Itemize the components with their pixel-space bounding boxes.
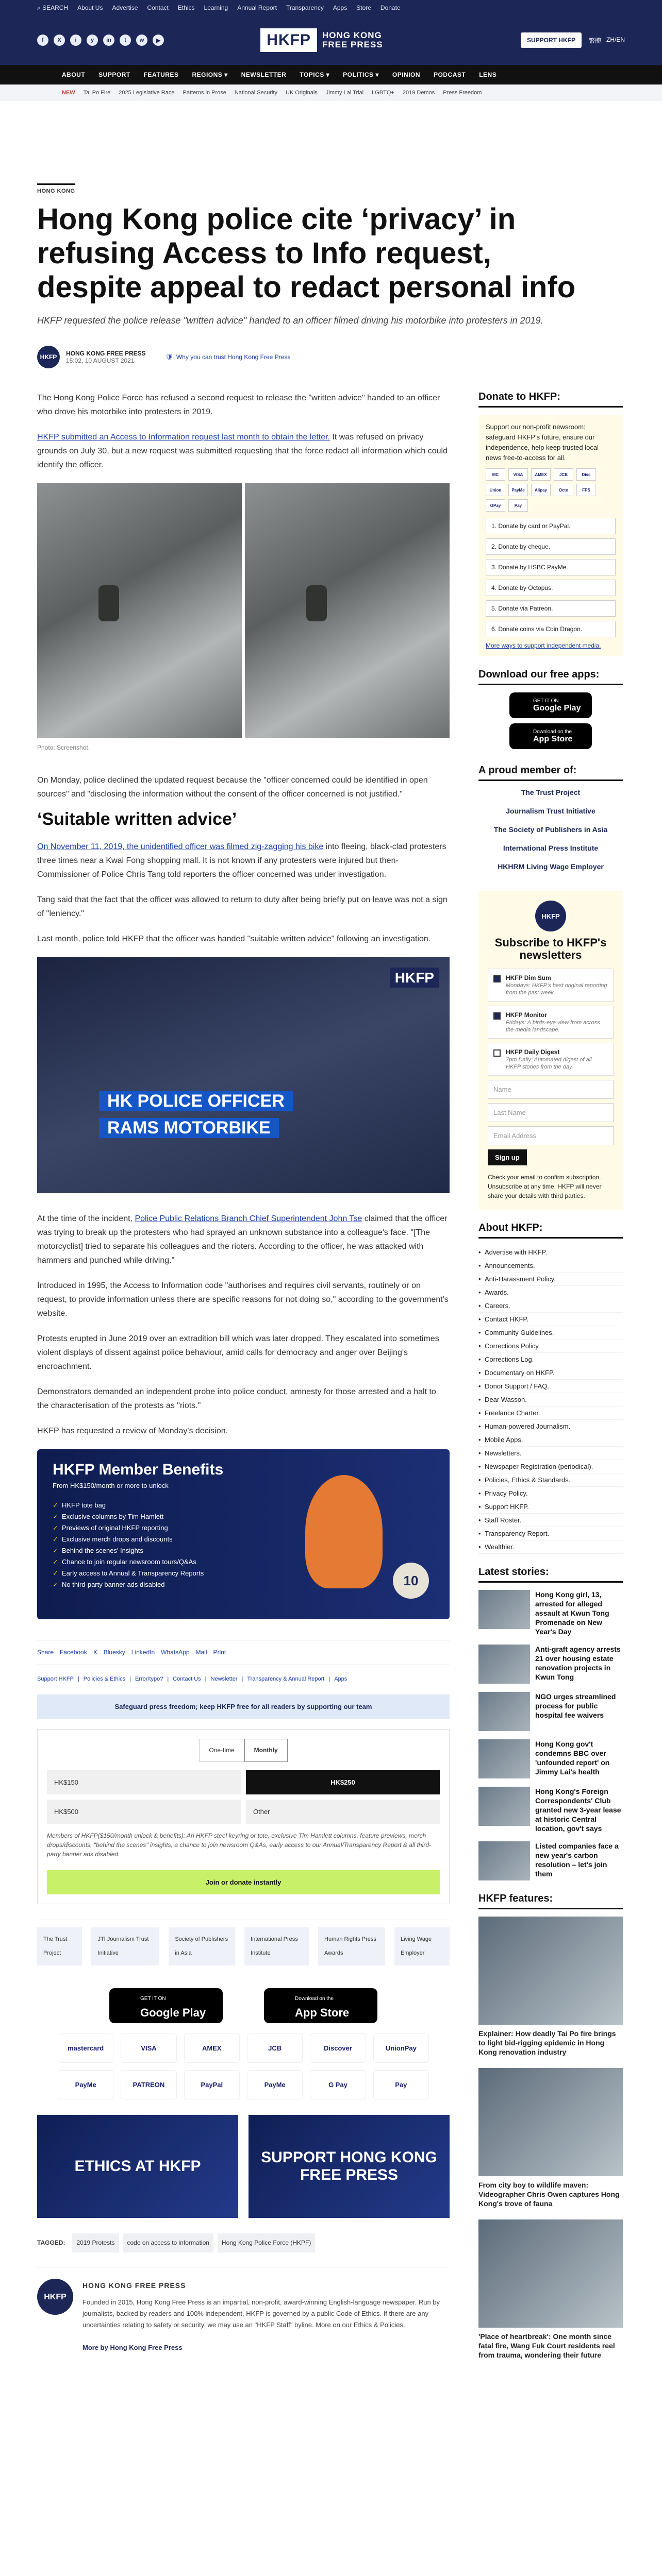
- lang-switch-link[interactable]: ZH/EN: [606, 36, 625, 43]
- story-link[interactable]: Anti-graft agency arrests 21 over housing estate renovation projects in Kwun Tong: [535, 1645, 621, 1681]
- paragraph: HKFP submitted an Access to Information request last month to obtain the letter. It was refused on privacy grounds on July 30, but a new request was submitted requesting that the force redact all information which could identify the officer.: [37, 433, 448, 469]
- inline-link[interactable]: HKFP submitted an Access to Information request last month to obtain the letter.: [37, 433, 330, 442]
- app-store-button[interactable]: Download on the App Store: [509, 723, 592, 749]
- paragraph: Demonstrators demanded an independent probe into police conduct, amnesty for those arrested and a halt to the characterisation of the protests as "riots.": [37, 1387, 436, 1410]
- latest-story: [478, 1692, 623, 1731]
- share-bluesky-button[interactable]: Bluesky: [103, 1649, 125, 1656]
- trending-link[interactable]: Patterns in Prose: [183, 90, 226, 96]
- latest-story: [478, 1841, 623, 1880]
- nav-item-about[interactable]: ABOUT: [62, 71, 86, 78]
- donate-option[interactable]: 6. Donate coins via Coin Dragon.: [486, 621, 616, 637]
- telegram-icon[interactable]: t: [120, 35, 131, 46]
- google-pay-icon: G Pay: [310, 2070, 366, 2099]
- patreon-icon: PATREON: [121, 2070, 176, 2099]
- topbar-link[interactable]: Contact: [147, 4, 169, 11]
- footer-link[interactable]: Apps: [334, 1676, 347, 1682]
- nav-item-podcast[interactable]: PODCAST: [434, 71, 466, 78]
- article-photo: [37, 483, 450, 738]
- trending-link[interactable]: 2025 Legislative Race: [119, 90, 175, 96]
- octopus-icon: Octo: [554, 484, 573, 496]
- donate-option[interactable]: 1. Donate by card or PayPal.: [486, 518, 616, 534]
- nav-item-lens[interactable]: LENS: [479, 71, 497, 78]
- newsletter-option[interactable]: HKFP Monitor Fridays: A birds-eye view from across the media landscape.: [488, 1006, 614, 1039]
- photo-left: [37, 483, 242, 738]
- sidebar-heading: HKFP features:: [478, 1893, 623, 1909]
- member-sopa[interactable]: The Society of Publishers in Asia: [493, 825, 608, 834]
- sidebar-heading: A proud member of:: [478, 765, 623, 781]
- checkbox[interactable]: [493, 1049, 501, 1057]
- inline-link[interactable]: Police Public Relations Branch Chief Superintendent John Tse: [135, 1214, 362, 1223]
- story-thumbnail[interactable]: [478, 1841, 530, 1880]
- membership-description: Members of HKFP($150/month unlock & benefits): An HKFP steel keyring or tote, exclusive Tim Hamlett columns, feature previews, merch drops/discounts, "behind the scenes" insights, a chance to join newsroom Q&As, early access to our Annual/Transparency Report & all third-party banner ads disabled.: [47, 1832, 431, 1858]
- youtube-icon[interactable]: y: [87, 35, 98, 46]
- app-store-buttons: [37, 1988, 450, 2023]
- sidebar-heading: Download our free apps:: [478, 669, 623, 685]
- benefit-item: ✓ Early access to Annual & Transparency Reports: [53, 1568, 434, 1579]
- checkbox-checked[interactable]: [493, 975, 501, 982]
- latest-story: [478, 1645, 623, 1684]
- footer-link[interactable]: Support HKFP: [37, 1676, 74, 1682]
- paragraph: On November 11, 2019, the unidentified officer was filmed zig-zagging his bike into fleeing, black-clad protesters three times near a Kwai Fong shopping mall. It is not known if any protesters were injured but then-Commissioner of Police Chris Tang told reporters the officer concerned was under investigation.: [37, 842, 446, 879]
- x-icon[interactable]: X: [54, 35, 65, 46]
- story-link[interactable]: NGO urges streamlined process for public hospital fee waivers: [535, 1692, 616, 1719]
- feature-link[interactable]: 'Place of heartbreak': One month since fatal fire, Wang Fuk Court residents reel from trauma, wondering their future: [478, 2332, 615, 2359]
- app-store-button[interactable]: Download on the App Store: [264, 1988, 377, 2023]
- topbar-link[interactable]: About Us: [77, 4, 103, 11]
- paragraph: HKFP has requested a review of Monday's decision.: [37, 1427, 228, 1435]
- site-logo[interactable]: [260, 28, 383, 52]
- top-utility-bar: [0, 0, 662, 15]
- feature-story: [478, 1917, 623, 2057]
- payme-icon: PayMe: [508, 484, 528, 496]
- about-link[interactable]: • Community Guidelines.: [478, 1326, 623, 1340]
- print-button[interactable]: Print: [213, 1649, 226, 1656]
- about-link[interactable]: • Advertise with HKFP.: [478, 1246, 623, 1259]
- story-thumbnail[interactable]: [478, 1692, 530, 1731]
- google-play-button[interactable]: GET IT ON Google Play: [109, 1988, 223, 2023]
- about-link[interactable]: • Freelance Charter.: [478, 1406, 623, 1420]
- member-ipi[interactable]: International Press Institute: [503, 844, 599, 852]
- more-by-author-link[interactable]: More by Hong Kong Free Press: [82, 2344, 183, 2351]
- nav-item-regions[interactable]: REGIONS ▾: [192, 71, 228, 78]
- story-thumbnail[interactable]: [478, 1645, 530, 1684]
- jcb-icon: JCB: [554, 468, 573, 481]
- article-lede: HKFP requested the police release "written advice" handed to an officer filmed driving his motorbike into protesters in 2019.: [37, 315, 543, 326]
- alipay-icon: Alipay: [531, 484, 551, 496]
- logo-text: HONG KONG FREE PRESS: [322, 30, 383, 49]
- main-nav: [0, 65, 662, 84]
- footer-link[interactable]: Transparency & Annual Report: [247, 1676, 325, 1682]
- badge-sopa[interactable]: Society of Publishers in Asia: [169, 1927, 235, 1965]
- sidebar: [478, 391, 623, 2371]
- about-link[interactable]: • Contact HKFP.: [478, 1313, 623, 1326]
- photo-right: [245, 483, 450, 738]
- newsletter-signup: [478, 891, 623, 1210]
- video-title-line: HK POLICE OFFICER: [99, 1091, 293, 1111]
- topbar-link[interactable]: Apps: [333, 4, 347, 11]
- donation-widget: [37, 1729, 450, 1904]
- amex-icon: AMEX: [184, 2033, 240, 2063]
- amount-option[interactable]: HK$150: [47, 1770, 241, 1794]
- topbar-link[interactable]: Ethics: [177, 4, 195, 11]
- trust-link[interactable]: 🛡 Why you can trust Hong Kong Free Press: [165, 353, 291, 361]
- visa-icon: VISA: [121, 2033, 176, 2063]
- about-link[interactable]: • Human-powered Journalism.: [478, 1420, 623, 1433]
- feature-story: [478, 2219, 623, 2360]
- trending-bar: [0, 84, 662, 101]
- benefit-item: ✓ No third-party banner ads disabled: [53, 1579, 434, 1590]
- more-ways-link[interactable]: More ways to support independent media.: [486, 642, 601, 649]
- support-callout: Safeguard press freedom; keep HKFP free for all readers by supporting our team: [37, 1694, 450, 1719]
- newsletter-note: Check your email to confirm subscription. Unsubscribe at any time. HKFP will never share your details with third parties.: [488, 1174, 602, 1199]
- share-whatsapp-button[interactable]: WhatsApp: [161, 1649, 190, 1656]
- trending-link[interactable]: LGBTQ+: [372, 90, 394, 96]
- paragraph: At the time of the incident, Police Public Relations Branch Chief Superintendent John Tse claimed that the officer was trying to break up the protesters who had sprayed an unknown substance into a colleague's face. "[The motorcyclist] tried to separate his colleagues and the rioters. According to the officer, he was attacked with hammers and punched while driving.": [37, 1214, 448, 1265]
- photo-caption: Photo: Screenshot.: [37, 744, 90, 751]
- story-thumbnail[interactable]: [478, 1787, 530, 1826]
- publish-date: 15:02, 10 AUGUST 2021: [66, 357, 135, 364]
- paragraph: Protests erupted in June 2019 over an extradition bill which was later dropped. They escalated into sometimes violent displays of dissent against police behaviour, amid calls for democracy and anger over Beijing's encroachment.: [37, 1334, 439, 1371]
- about-link[interactable]: • Support HKFP.: [478, 1500, 623, 1514]
- shield-icon: 🛡: [165, 353, 173, 361]
- brand-header: [0, 15, 662, 65]
- fps-icon: FPS: [576, 484, 596, 496]
- nav-item-support[interactable]: SUPPORT: [98, 71, 130, 78]
- about-link[interactable]: • Donor Support / FAQ.: [478, 1380, 623, 1393]
- social-links: [37, 35, 164, 46]
- tags-label: TAGGED:: [37, 2239, 65, 2246]
- benefit-item: ✓ HKFP tote bag: [53, 1500, 434, 1511]
- mastercard-icon: MC: [486, 468, 505, 481]
- section-heading: ‘Suitable written advice’: [37, 809, 237, 829]
- donate-text: Support our non-profit newsroom: safeguard HKFP's future, ensure our independence, help keep trusted local news free-to-access for all.: [486, 423, 599, 462]
- sign-up-button[interactable]: Sign up: [488, 1149, 527, 1165]
- feature-image[interactable]: [478, 2068, 623, 2176]
- latest-story: [478, 1787, 623, 1833]
- join-donate-button[interactable]: Join or donate instantly: [47, 1870, 440, 1894]
- share-label: Share: [37, 1649, 54, 1656]
- support-banner[interactable]: SUPPORT HONG KONG FREE PRESS: [249, 2115, 450, 2218]
- about-link[interactable]: • Corrections Log.: [478, 1353, 623, 1366]
- amount-option-selected[interactable]: HK$250: [246, 1770, 440, 1794]
- about-link[interactable]: • Careers.: [478, 1299, 623, 1313]
- feature-link[interactable]: From city boy to wildlife maven: Videographer Chris Owen captures Hong Kong's trove of fauna: [478, 2181, 620, 2208]
- logo-mark: HKFP: [260, 28, 317, 52]
- badge-ipi[interactable]: International Press Institute: [244, 1927, 309, 1965]
- footer-link[interactable]: Policies & Ethics: [83, 1676, 126, 1682]
- embedded-video[interactable]: [37, 957, 450, 1193]
- latest-story: [478, 1739, 623, 1778]
- badge-jti[interactable]: JTI Journalism Trust Initiative: [91, 1927, 159, 1965]
- story-link[interactable]: Listed companies face a new year's carbon resolution – let's join them: [535, 1842, 619, 1878]
- article-body: [37, 391, 450, 2371]
- topbar-link[interactable]: Advertise: [112, 4, 138, 11]
- feature-image[interactable]: [478, 1917, 623, 2025]
- topbar-link[interactable]: Annual Report: [237, 4, 277, 11]
- share-x-button[interactable]: X: [93, 1649, 97, 1656]
- about-link[interactable]: • Wealthier.: [478, 1540, 623, 1554]
- jcb-icon: JCB: [247, 2033, 303, 2063]
- nav-item-topics[interactable]: TOPICS ▾: [300, 71, 330, 78]
- topbar-link[interactable]: Store: [356, 4, 371, 11]
- sidebar-heading: About HKFP:: [478, 1222, 623, 1239]
- last-name-input[interactable]: Last Name: [488, 1103, 614, 1122]
- story-link[interactable]: Hong Kong gov't condemns BBC over 'unfounded report' on Jimmy Lai's health: [535, 1740, 610, 1776]
- about-link[interactable]: • Documentary on HKFP.: [478, 1366, 623, 1380]
- tag-link[interactable]: Hong Kong Police Force (HKPF): [218, 2233, 315, 2252]
- payment-methods: [58, 2033, 429, 2099]
- topbar-link[interactable]: Learning: [204, 4, 228, 11]
- about-link[interactable]: • Dear Wasson.: [478, 1393, 623, 1406]
- nav-item-politics[interactable]: POLITICS ▾: [343, 71, 379, 78]
- article-title: Hong Kong police cite ‘privacy’ in refusing Access to Info request, despite appeal to redact personal info: [37, 202, 576, 304]
- about-link[interactable]: • Transparency Report.: [478, 1527, 623, 1540]
- unionpay-icon: Union: [486, 484, 505, 496]
- lang-chinese-link[interactable]: 繁體: [588, 37, 601, 44]
- apple-pay-icon: Pay: [373, 2070, 429, 2099]
- anniversary-badge: 10: [393, 1563, 429, 1599]
- instagram-icon[interactable]: i: [70, 35, 81, 46]
- footer-link[interactable]: Newsletter: [210, 1676, 238, 1682]
- promo-subtitle: From HK$150/month or more to unlock: [53, 1482, 169, 1489]
- member-benefits-banner[interactable]: [37, 1449, 450, 1619]
- name-input[interactable]: Name: [488, 1080, 614, 1099]
- author-name[interactable]: HONG KONG FREE PRESS: [82, 2281, 186, 2290]
- about-link[interactable]: • Privacy Policy.: [478, 1487, 623, 1500]
- ethics-banner[interactable]: ETHICS AT HKFP: [37, 2115, 238, 2218]
- story-thumbnail[interactable]: [478, 1590, 530, 1629]
- promo-banners: [37, 2115, 450, 2218]
- badge-living-wage[interactable]: Living Wage Employer: [394, 1927, 450, 1965]
- paragraph: Tang said that the fact that the officer was allowed to return to duty after being briefly put on leave was not a sign of "leniency.": [37, 895, 448, 918]
- member-trust-project[interactable]: The Trust Project: [521, 788, 581, 796]
- benefit-item: ✓ Behind the scenes' Insights: [53, 1545, 434, 1556]
- amount-option-other[interactable]: Other: [246, 1800, 440, 1824]
- whatsapp-icon[interactable]: w: [136, 35, 147, 46]
- donate-option[interactable]: 4. Donate by Octopus.: [486, 580, 616, 596]
- share-facebook-button[interactable]: Facebook: [60, 1649, 87, 1656]
- payme-icon: PayMe: [247, 2070, 303, 2099]
- newsletter-option[interactable]: HKFP Daily Digest 7pm Daily: Automated digest of all HKFP stories from the day.: [488, 1043, 614, 1076]
- nav-item-opinion[interactable]: OPINION: [392, 71, 421, 78]
- google-pay-icon: GPay: [486, 499, 505, 512]
- trending-link[interactable]: UK Originals: [286, 90, 318, 96]
- payme-icon: PayMe: [58, 2070, 113, 2099]
- byline: [37, 346, 625, 368]
- trending-link[interactable]: National Security: [234, 90, 278, 96]
- tag-link[interactable]: code on access to information: [123, 2233, 213, 2252]
- hkfp-logo: HKFP: [535, 901, 566, 931]
- trending-link[interactable]: Press Freedom: [443, 90, 482, 96]
- visa-icon: VISA: [508, 468, 528, 481]
- feature-image[interactable]: [478, 2219, 623, 2328]
- newsletter-option[interactable]: HKFP Dim Sum Mondays: HKFP's best original reporting from the past week.: [488, 969, 614, 1002]
- unionpay-icon: UnionPay: [373, 2033, 429, 2063]
- about-link[interactable]: • Staff Roster.: [478, 1514, 623, 1527]
- donate-option[interactable]: 2. Donate by cheque.: [486, 538, 616, 555]
- inline-link[interactable]: On November 11, 2019, the unidentified officer was filmed zig-zagging his bike: [37, 842, 324, 851]
- story-thumbnail[interactable]: [478, 1739, 530, 1778]
- footer-link[interactable]: Error/typo?: [135, 1676, 163, 1682]
- about-link[interactable]: • Awards.: [478, 1286, 623, 1299]
- amex-icon: AMEX: [531, 468, 551, 481]
- amount-option[interactable]: HK$500: [47, 1800, 241, 1824]
- author-avatar[interactable]: HKFP: [37, 2279, 73, 2315]
- promo-title: HKFP Member Benefits: [53, 1461, 224, 1478]
- article-footer-links: Support HKFP | Policies & Ethics | Error/typo? | Contact Us | Newsletter | Transparency & Annual Report | Apps: [37, 1672, 450, 1686]
- apple-pay-icon: Pay: [508, 499, 528, 512]
- nav-item-features[interactable]: FEATURES: [143, 71, 179, 78]
- checkbox-checked[interactable]: [493, 1012, 501, 1020]
- author-name[interactable]: HONG KONG FREE PRESS: [66, 350, 146, 357]
- tags: [37, 2233, 450, 2252]
- author-avatar[interactable]: HKFP: [37, 346, 60, 368]
- share-mail-button[interactable]: Mail: [195, 1649, 207, 1656]
- feature-story: [478, 2068, 623, 2208]
- latest-story: [478, 1590, 623, 1636]
- discover-icon: Discover: [310, 2033, 366, 2063]
- about-link[interactable]: • Policies, Ethics & Standards.: [478, 1473, 623, 1487]
- tab-one-time[interactable]: One-time: [199, 1739, 244, 1762]
- feature-link[interactable]: Explainer: How deadly Tai Po fire brings to light bid-rigging epidemic in Hong Kong renovation industry: [478, 2029, 616, 2056]
- topbar-link[interactable]: Transparency: [286, 4, 324, 11]
- benefit-item: ✓ Previews of original HKFP reporting: [53, 1522, 434, 1534]
- donate-option[interactable]: 3. Donate by HSBC PayMe.: [486, 559, 616, 575]
- topbar-link[interactable]: Donate: [380, 4, 401, 11]
- paragraph: On Monday, police declined the updated request because the "officer concerned could be identified in open sources" and "disclosing the information without the consent of the officer concerned is not justified.": [37, 776, 428, 799]
- mastercard-icon: mastercard: [58, 2033, 113, 2063]
- paypal-icon: PayPal: [184, 2070, 240, 2099]
- benefit-item: ✓ Exclusive columns by Tim Hamlett: [53, 1511, 434, 1522]
- author-bio: Founded in 2015, Hong Kong Free Press is an impartial, non-profit, award-winning English-language newspaper. Run by journalists, backed by readers and 100% independent, HKFP is governed by a public Code of Ethics. If there are any uncertainties relating to safety or security, we may use an "HKFP Staff" byline. More on our Ethics & Policies.: [82, 2298, 440, 2329]
- facebook-icon[interactable]: f: [37, 35, 48, 46]
- tab-monthly[interactable]: Monthly: [244, 1739, 288, 1762]
- video-icon[interactable]: ▶: [153, 35, 164, 46]
- author-box: [37, 2267, 450, 2365]
- trending-label: NEW: [62, 90, 75, 96]
- share-linkedin-button[interactable]: LinkedIn: [131, 1649, 155, 1656]
- paragraph: The Hong Kong Police Force has refused a second request to release the "written advice" handed to an officer who drove his motorbike into protesters in 2019.: [37, 394, 440, 416]
- paragraph: Introduced in 1995, the Access to Information code "authorises and requires civil servants, routinely or on request, to provide information unless there are specific reasons for not doing so," according to the government's website.: [37, 1281, 449, 1318]
- member-jti[interactable]: Journalism Trust Initiative: [506, 807, 595, 815]
- linkedin-icon[interactable]: in: [103, 35, 114, 46]
- affiliation-badges: [37, 1920, 450, 1973]
- mascot-illustration: [305, 1475, 383, 1588]
- badge-trust-project[interactable]: The Trust Project: [37, 1927, 82, 1965]
- paragraph: Last month, police told HKFP that the officer was handed "suitable written advice" following an investigation.: [37, 935, 431, 943]
- article-category[interactable]: HONG KONG: [37, 183, 75, 194]
- discover-icon: Disc: [576, 468, 596, 481]
- trending-link[interactable]: Tai Po Fire: [83, 90, 111, 96]
- trending-link[interactable]: 2019 Demos: [402, 90, 435, 96]
- tag-link[interactable]: 2019 Protests: [72, 2233, 119, 2252]
- donate-box: [478, 415, 623, 656]
- google-play-button[interactable]: GET IT ON Google Play: [509, 692, 592, 718]
- email-input[interactable]: Email Address: [488, 1126, 614, 1145]
- story-link[interactable]: Hong Kong girl, 13, arrested for alleged assault at Kwun Tong Promenade on New Year's Day: [535, 1590, 609, 1636]
- benefit-item: ✓ Exclusive merch drops and discounts: [53, 1534, 434, 1545]
- about-links: [478, 1246, 623, 1554]
- donate-option[interactable]: 5. Donate via Patreon.: [486, 600, 616, 617]
- benefit-item: ✓ Chance to join regular newsroom tours/Q&As: [53, 1556, 434, 1568]
- newsletter-title: Subscribe to HKFP's newsletters: [494, 936, 607, 961]
- trending-link[interactable]: Jimmy Lai Trial: [325, 90, 364, 96]
- sidebar-heading: Donate to HKFP:: [478, 391, 623, 408]
- support-hkfp-button[interactable]: SUPPORT HKFP: [521, 32, 582, 48]
- video-title-line: RAMS MOTORBIKE: [99, 1118, 279, 1138]
- member-living-wage[interactable]: HKHRM Living Wage Employer: [498, 862, 604, 871]
- about-link[interactable]: • Anti-Harassment Policy.: [478, 1273, 623, 1286]
- nav-item-newsletter[interactable]: NEWSLETTER: [241, 71, 287, 78]
- about-link[interactable]: • Mobile Apps.: [478, 1433, 623, 1447]
- about-link[interactable]: • Corrections Policy.: [478, 1340, 623, 1353]
- about-link[interactable]: • Newspaper Registration (periodical).: [478, 1460, 623, 1473]
- story-link[interactable]: Hong Kong's Foreign Correspondents' Club granted new 3-year lease at historic Central location, gov't says: [535, 1787, 621, 1833]
- share-bar: [37, 1640, 450, 1665]
- sidebar-heading: Latest stories:: [478, 1566, 623, 1583]
- about-link[interactable]: • Announcements.: [478, 1259, 623, 1273]
- footer-link[interactable]: Contact Us: [173, 1676, 201, 1682]
- search-link[interactable]: ⌕ SEARCH: [37, 4, 69, 11]
- about-link[interactable]: • Newsletters.: [478, 1447, 623, 1460]
- video-logo: HKFP: [390, 968, 439, 988]
- badge-hrpa[interactable]: Human Rights Press Awards: [318, 1927, 385, 1965]
